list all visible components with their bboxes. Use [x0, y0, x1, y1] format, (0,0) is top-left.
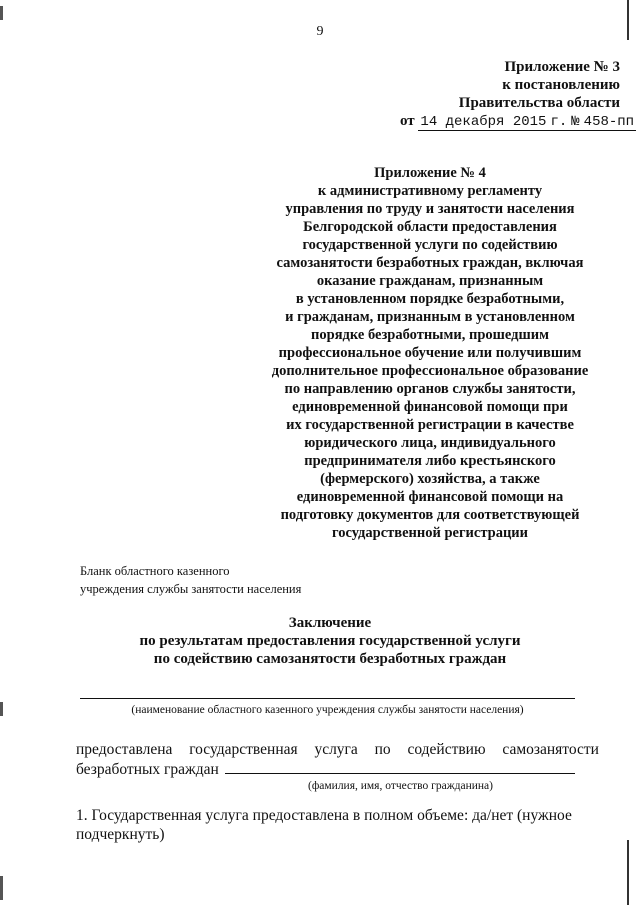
appendix-4-line: оказание гражданам, признанным [316, 273, 544, 289]
appendix-4-line: подготовку документов для соответствующей [280, 507, 580, 523]
appendix-4-line: дополнительное профессиональное образование [271, 363, 589, 379]
appendix-4-line: предпринимателя либо крестьянского [304, 453, 556, 469]
provided-word: содействию [407, 741, 486, 758]
scan-edge-line [627, 0, 629, 40]
appendix-4-line: в установленном порядке безработными, [295, 291, 565, 307]
citizen-caption: (фамилия, имя, отчество гражданина) [308, 780, 493, 792]
item-1-line: подчеркнуть) [76, 826, 165, 843]
appendix-4-line: к административному регламенту [317, 183, 543, 199]
blank-header-line: Бланк областного казенного [80, 564, 230, 578]
page-number: 9 [316, 24, 324, 39]
scan-edge-line [627, 840, 629, 905]
appendix-4-line: государственной регистрации [331, 525, 529, 541]
appendix-4-line: единовременной финансовой помощи на [296, 489, 564, 505]
appendix-4-line: управления по труду и занятости населения [285, 201, 575, 217]
conclusion-subtitle: по результатам предоставления государственной услуги [139, 633, 521, 649]
appendix-4-block [250, 164, 610, 542]
conclusion-subtitle: по содействию самозанятости безработных граждан [153, 651, 507, 667]
appendix-4-line: государственной услуги по содействию [302, 237, 558, 253]
citizen-name-fill-line[interactable] [225, 759, 575, 774]
provided-word: услуга [314, 741, 358, 758]
blank-header-line: учреждения службы занятости населения [80, 582, 302, 596]
institution-fill-line[interactable] [80, 698, 575, 699]
handwritten-date: 14 декабря 2015 [420, 114, 547, 130]
appendix-3-line: к постановлению [502, 77, 620, 93]
scan-edge-mark [0, 6, 3, 20]
appendix-4-line: и гражданам, признанным в установленном [285, 309, 575, 325]
date-suffix: г. [550, 114, 568, 130]
provided-line-2-text: безработных граждан [76, 761, 219, 778]
provided-line-2 [76, 759, 599, 779]
appendix-3-date-line [400, 112, 635, 131]
appendix-4-line: юридического лица, индивидуального [304, 435, 556, 451]
appendix-4-line: их государственной регистрации в качестве [286, 417, 574, 433]
handwritten-number: 458-пп [583, 114, 635, 130]
item-1-line: 1. Государственная услуга предоставлена в полном объеме: да/нет (нужное [76, 807, 572, 824]
appendix-4-line: самозанятости безработных граждан, включая [276, 255, 584, 271]
conclusion-heading [80, 614, 580, 668]
scan-edge-mark [0, 702, 3, 716]
appendix-4-line: профессиональное обучение или получившим [278, 345, 582, 361]
scan-edge-mark [0, 876, 3, 900]
date-prefix: от [400, 113, 415, 129]
provided-line [76, 740, 599, 759]
appendix-4-line: единовременной финансовой помощи при [292, 399, 568, 415]
appendix-4-line: по направлению органов службы занятости, [284, 381, 576, 397]
appendix-4-title: Приложение № 4 [374, 165, 486, 181]
appendix-3-title: Приложение № 3 [504, 59, 620, 75]
conclusion-title: Заключение [288, 615, 372, 631]
provided-word: по [374, 741, 391, 758]
appendix-4-line: Белгородской области предоставления [303, 219, 557, 235]
item-1 [76, 806, 599, 844]
appendix-3-line: Правительства области [458, 95, 620, 111]
provided-word: предоставлена [76, 741, 173, 758]
provided-word: государственная [189, 741, 298, 758]
provided-word: самозанятости [502, 741, 599, 758]
provided-paragraph [76, 740, 599, 779]
appendix-4-line: порядке безработными, прошедшим [311, 327, 549, 343]
institution-caption: (наименование областного казенного учреждения службы занятости населения) [131, 704, 524, 716]
appendix-4-line: (фермерского) хозяйства, а также [320, 471, 540, 487]
appendix-3-block [400, 58, 635, 131]
blank-header [80, 562, 301, 598]
number-prefix: № [571, 114, 580, 130]
